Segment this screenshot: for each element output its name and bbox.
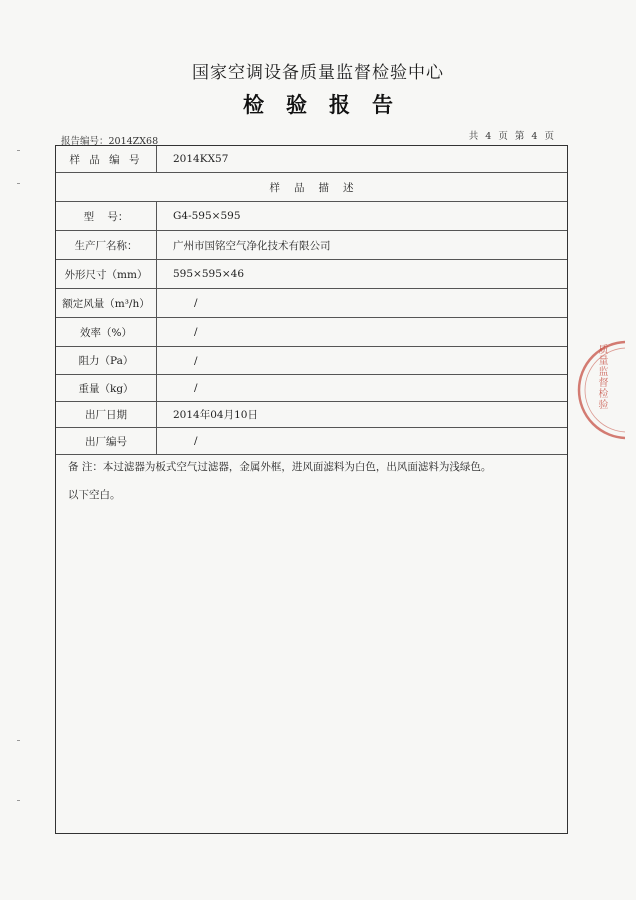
field-label: 型 号：	[56, 202, 157, 230]
report-table	[55, 145, 568, 834]
document-title: 检验报告	[243, 93, 415, 117]
binding-mark	[17, 800, 20, 801]
field-value: 广州市国铭空气净化技术有限公司	[173, 239, 331, 252]
remarks-end-note: 以下空白。	[68, 489, 121, 501]
field-label: 生产厂名称：	[56, 231, 157, 259]
current-prefix: 第	[514, 131, 525, 142]
total-pages: 4	[485, 131, 492, 142]
remarks-line: 备 注：本过滤器为板式空气过滤器，金属外框，进风面滤料为白色，出风面滤料为浅绿色。	[68, 461, 492, 473]
remarks-block	[68, 459, 557, 503]
binding-mark	[17, 183, 20, 184]
report-number: 报告编号：2014ZX68	[61, 136, 159, 147]
table-row	[56, 289, 567, 318]
section-header-row	[56, 173, 567, 202]
sample-number-label: 样 品 编 号	[56, 146, 157, 172]
current-page: 4	[531, 131, 538, 142]
table-row	[56, 347, 567, 375]
official-seal-stamp	[565, 330, 625, 450]
field-value: /	[194, 382, 198, 394]
field-label: 阻力（Pa）	[56, 347, 157, 374]
sample-number-row	[56, 146, 567, 173]
table-row	[56, 318, 567, 347]
field-value: G4-595×595	[173, 210, 241, 222]
table-row	[56, 402, 567, 428]
field-value: 2014年04月10日	[173, 409, 258, 421]
field-label: 额定风量（m³/h）	[56, 289, 157, 317]
organization-name: 国家空调设备质量监督检验中心	[192, 63, 444, 83]
field-value: /	[194, 354, 198, 367]
table-row	[56, 231, 567, 260]
table-row	[56, 428, 567, 455]
table-row	[56, 375, 567, 402]
field-label: 重量（kg）	[56, 375, 157, 401]
page-indicator	[467, 128, 556, 142]
table-row	[56, 202, 567, 231]
field-value: 595×595×46	[173, 268, 245, 280]
field-label: 出厂编号	[56, 428, 157, 454]
field-label: 效率（%）	[56, 318, 157, 346]
seal-icon	[565, 330, 625, 450]
field-label: 外形尺寸（mm）	[56, 260, 157, 288]
field-value: /	[194, 297, 198, 309]
binding-mark	[17, 150, 20, 151]
field-label: 出厂日期	[56, 402, 157, 427]
page-word: 页	[498, 131, 508, 142]
section-title: 样品描述	[269, 181, 368, 194]
binding-mark	[17, 740, 20, 741]
field-value: /	[194, 326, 198, 338]
total-prefix: 共	[468, 131, 479, 142]
field-value: /	[194, 435, 198, 447]
current-suffix: 页	[544, 131, 554, 142]
sample-number-value: 2014KX57	[173, 153, 229, 165]
seal-text: 质量监督检验	[596, 344, 607, 410]
table-row	[56, 260, 567, 289]
